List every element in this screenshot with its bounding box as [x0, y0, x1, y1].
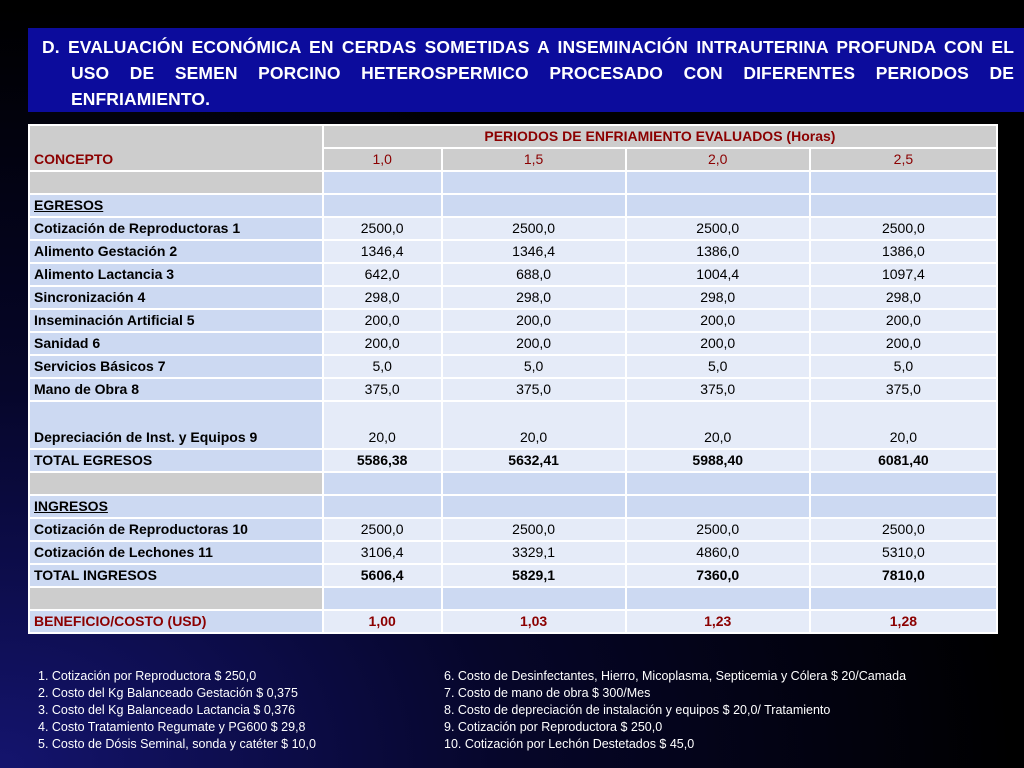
cell-value: 375,0 — [324, 379, 441, 400]
table-row — [30, 264, 996, 285]
cell-value: 20,0 — [627, 402, 809, 448]
row-label: Alimento Lactancia 3 — [30, 264, 322, 285]
cell-value: 4860,0 — [627, 542, 809, 563]
table-row — [30, 333, 996, 354]
footnote: 6. Costo de Desinfectantes, Hierro, Micoplasma, Septicemia y Cólera $ 20/Camada — [444, 669, 907, 683]
cell-value: 298,0 — [443, 287, 625, 308]
cell-value: 1386,0 — [627, 241, 809, 262]
total-value: 6081,40 — [811, 450, 996, 471]
total-value: 5606,4 — [324, 565, 441, 586]
table-row — [30, 218, 996, 239]
cell-value: 2500,0 — [811, 218, 996, 239]
cell-value: 688,0 — [443, 264, 625, 285]
cell-value: 200,0 — [811, 310, 996, 331]
total-value: 7360,0 — [627, 565, 809, 586]
total-value: 5829,1 — [443, 565, 625, 586]
period-header: 1,0 — [324, 149, 441, 170]
total-value: 5632,41 — [443, 450, 625, 471]
economic-evaluation-table — [28, 124, 998, 634]
cell-value: 200,0 — [627, 310, 809, 331]
spacer-row — [30, 588, 996, 609]
cell-value: 642,0 — [324, 264, 441, 285]
row-label: TOTAL EGRESOS — [30, 450, 322, 471]
footnote: 3. Costo del Kg Balanceado Lactancia $ 0,376 — [38, 703, 296, 717]
footnote: 5. Costo de Dósis Seminal, sonda y catéter $ 10,0 — [38, 737, 316, 751]
cell-value: 298,0 — [627, 287, 809, 308]
cell-value: 5310,0 — [811, 542, 996, 563]
total-egresos-row — [30, 450, 996, 471]
cell-value: 298,0 — [324, 287, 441, 308]
header-row-periods — [30, 126, 996, 147]
cell-value: 375,0 — [627, 379, 809, 400]
period-header: 2,0 — [627, 149, 809, 170]
cell-value: 3106,4 — [324, 542, 441, 563]
cell-value: 2500,0 — [811, 519, 996, 540]
cell-value: 2500,0 — [627, 519, 809, 540]
cell-value: 1346,4 — [443, 241, 625, 262]
cell-value: 298,0 — [811, 287, 996, 308]
cell-value: 20,0 — [811, 402, 996, 448]
egresos-header: EGRESOS — [30, 195, 322, 216]
cell-value: 20,0 — [324, 402, 441, 448]
row-label: Servicios Básicos 7 — [30, 356, 322, 377]
cell-value: 5,0 — [627, 356, 809, 377]
cell-value: 1346,4 — [324, 241, 441, 262]
footnote: 8. Costo de depreciación de instalación y equipos $ 20,0/ Tratamiento — [444, 703, 831, 717]
cell-value: 20,0 — [443, 402, 625, 448]
cell-value: 2500,0 — [324, 218, 441, 239]
row-label: Sanidad 6 — [30, 333, 322, 354]
ratio-value: 1,03 — [443, 611, 625, 632]
cell-value: 200,0 — [324, 333, 441, 354]
footnotes-left — [38, 668, 316, 753]
spacer-row — [30, 473, 996, 494]
row-label: Inseminación Artificial 5 — [30, 310, 322, 331]
cell-value: 200,0 — [811, 333, 996, 354]
total-value: 5988,40 — [627, 450, 809, 471]
table-row — [30, 542, 996, 563]
slide-title: D. EVALUACIÓN ECONÓMICA EN CERDAS SOMETIDAS A INSEMINACIÓN INTRAUTERINA PROFUNDA CON EL USO DE SEMEN PORCINO HETEROSPERMICO PROCESADO CON DIFERENTES PERIODOS DE ENFRIAMIENTO. — [42, 37, 1014, 109]
row-label: Mano de Obra 8 — [30, 379, 322, 400]
cell-value: 1097,4 — [811, 264, 996, 285]
ratio-value: 1,00 — [324, 611, 441, 632]
table-row — [30, 379, 996, 400]
row-label: Cotización de Reproductoras 1 — [30, 218, 322, 239]
footnote: 2. Costo del Kg Balanceado Gestación $ 0,375 — [38, 686, 298, 700]
cell-value: 3329,1 — [443, 542, 625, 563]
cell-value: 200,0 — [627, 333, 809, 354]
table-row — [30, 310, 996, 331]
cell-value: 5,0 — [324, 356, 441, 377]
ingresos-section-row — [30, 496, 996, 517]
table-row — [30, 356, 996, 377]
row-label: BENEFICIO/COSTO (USD) — [30, 611, 322, 632]
cell-value: 2500,0 — [443, 218, 625, 239]
table-row — [30, 287, 996, 308]
table-row — [30, 519, 996, 540]
cell-value: 5,0 — [443, 356, 625, 377]
periods-header: PERIODOS DE ENFRIAMIENTO EVALUADOS (Horas) — [324, 126, 996, 147]
cell-value: 375,0 — [811, 379, 996, 400]
beneficio-costo-row — [30, 611, 996, 632]
row-label: Cotización de Lechones 11 — [30, 542, 322, 563]
total-value: 7810,0 — [811, 565, 996, 586]
row-label: Sincronización 4 — [30, 287, 322, 308]
row-label: Depreciación de Inst. y Equipos 9 — [30, 402, 322, 448]
row-label: Alimento Gestación 2 — [30, 241, 322, 262]
total-value: 5586,38 — [324, 450, 441, 471]
spacer-row — [30, 172, 996, 193]
table-row — [30, 241, 996, 262]
ingresos-header: INGRESOS — [30, 496, 322, 517]
cell-value: 2500,0 — [443, 519, 625, 540]
cell-value: 2500,0 — [627, 218, 809, 239]
period-header: 2,5 — [811, 149, 996, 170]
footnotes-right — [444, 668, 906, 753]
ratio-value: 1,23 — [627, 611, 809, 632]
title-banner — [28, 28, 1024, 112]
row-label: TOTAL INGRESOS — [30, 565, 322, 586]
egresos-section-row — [30, 195, 996, 216]
total-ingresos-row — [30, 565, 996, 586]
cell-value: 1386,0 — [811, 241, 996, 262]
cell-value: 2500,0 — [324, 519, 441, 540]
cell-value: 5,0 — [811, 356, 996, 377]
period-header: 1,5 — [443, 149, 625, 170]
footnote: 10. Cotización por Lechón Destetados $ 45,0 — [444, 737, 695, 751]
concepto-header: CONCEPTO — [30, 126, 322, 170]
footnote: 7. Costo de mano de obra $ 300/Mes — [444, 686, 651, 700]
cell-value: 1004,4 — [627, 264, 809, 285]
row-label: Cotización de Reproductoras 10 — [30, 519, 322, 540]
footnote: 9. Cotización por Reproductora $ 250,0 — [444, 720, 663, 734]
cell-value: 375,0 — [443, 379, 625, 400]
footnote: 4. Costo Tratamiento Regumate y PG600 $ 29,8 — [38, 720, 306, 734]
footnote: 1. Cotización por Reproductora $ 250,0 — [38, 669, 257, 683]
ratio-value: 1,28 — [811, 611, 996, 632]
table-row — [30, 402, 996, 448]
cell-value: 200,0 — [443, 333, 625, 354]
cell-value: 200,0 — [443, 310, 625, 331]
cell-value: 200,0 — [324, 310, 441, 331]
